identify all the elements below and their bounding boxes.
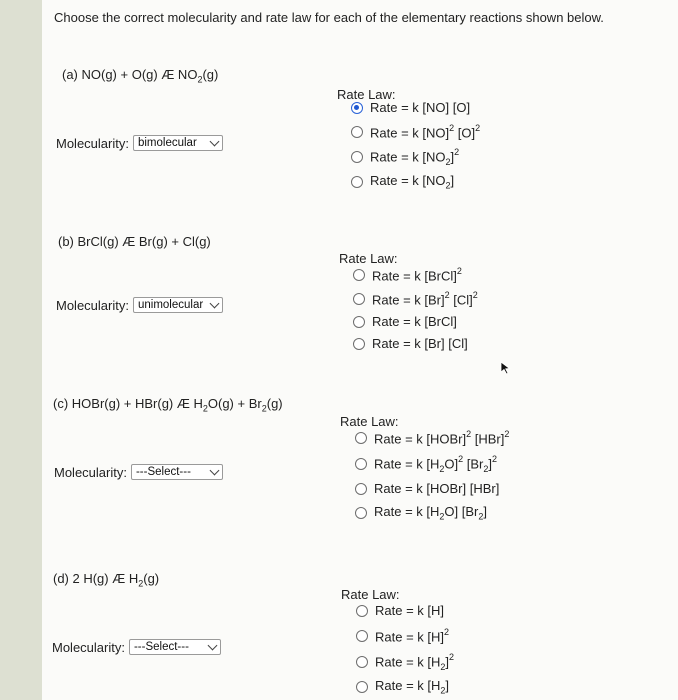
- chevron-down-icon: [210, 466, 220, 476]
- rate-law-option-label: Rate = k [BrCl]: [372, 314, 457, 329]
- rate-law-label-a: Rate Law:: [337, 87, 396, 102]
- rate-law-option-c-4[interactable]: [355, 504, 487, 522]
- molecularity-label: Molecularity:: [54, 464, 127, 480]
- molecularity-row-d: [52, 639, 221, 655]
- radio-button[interactable]: [356, 605, 368, 617]
- chevron-down-icon: [210, 137, 220, 147]
- molecularity-select-value: ---Select---: [135, 466, 191, 478]
- rate-law-option-b-2[interactable]: [353, 291, 478, 307]
- reaction-d: (d) 2 H(g) Æ $H_2(g)$: [53, 571, 160, 589]
- rate-law-option-d-1[interactable]: [356, 603, 444, 618]
- chevron-down-icon: [208, 641, 218, 651]
- radio-button[interactable]: [355, 432, 367, 444]
- radio-button[interactable]: [355, 483, 367, 495]
- rate-law-option-label: Rate = k $[H_2O]$ $[Br_2]$: [374, 504, 487, 522]
- rate-law-option-label: Rate = k [HOBr]$^2$ [HBr]$^2$: [374, 429, 510, 447]
- molecularity-row-b: [56, 297, 223, 313]
- molecularity-select-d[interactable]: [129, 639, 221, 655]
- radio-button[interactable]: [353, 316, 365, 328]
- molecularity-select-value: unimolecular: [137, 299, 204, 311]
- rate-law-option-a-2[interactable]: [351, 124, 480, 140]
- rate-law-option-label: Rate = k $[NO_2]$: [370, 173, 455, 191]
- rate-law-option-label: Rate = k [H]: [375, 603, 444, 618]
- rate-law-option-c-1[interactable]: [355, 430, 509, 446]
- radio-button[interactable]: [353, 269, 365, 281]
- molecularity-row-c: [54, 464, 223, 480]
- radio-button[interactable]: [351, 126, 363, 138]
- rate-law-option-label: Rate = k [BrCl]$^2$: [372, 266, 462, 284]
- rate-law-option-c-3[interactable]: [355, 481, 499, 496]
- rate-law-option-label: Rate = k [HOBr] [HBr]: [374, 481, 500, 496]
- rate-law-label-d: Rate Law:: [341, 587, 400, 602]
- radio-button[interactable]: [356, 656, 368, 668]
- rate-law-option-a-1[interactable]: [351, 100, 470, 115]
- molecularity-select-a[interactable]: [133, 135, 223, 151]
- radio-button[interactable]: [356, 630, 368, 642]
- rate-law-label-b: Rate Law:: [339, 251, 398, 266]
- rate-law-option-label: Rate = k $[H]^2$: [375, 627, 450, 645]
- molecularity-select-c[interactable]: [131, 464, 223, 480]
- molecularity-select-value: ---Select---: [133, 641, 189, 653]
- rate-law-option-c-2[interactable]: [355, 455, 497, 474]
- radio-button[interactable]: [355, 507, 367, 519]
- rate-law-option-label: Rate = k [NO] [O]: [370, 100, 471, 115]
- radio-button[interactable]: [356, 681, 368, 693]
- rate-law-option-b-3[interactable]: [353, 314, 457, 329]
- molecularity-label: Molecularity:: [56, 297, 129, 313]
- chevron-down-icon: [210, 299, 220, 309]
- mouse-pointer-icon: [500, 361, 512, 375]
- molecularity-label: Molecularity:: [56, 135, 129, 151]
- rate-law-option-b-4[interactable]: [353, 336, 468, 351]
- rate-law-option-label: Rate = k [Br] [Cl]: [372, 336, 468, 351]
- reaction-b: (b) BrCl(g) Æ Br(g) + Cl(g): [58, 234, 211, 249]
- radio-button[interactable]: [351, 151, 363, 163]
- molecularity-select-b[interactable]: [133, 297, 223, 313]
- rate-law-option-d-4[interactable]: [356, 678, 449, 696]
- molecularity-row-a: [56, 135, 223, 151]
- rate-law-option-label: Rate = k $[H_2]$: [375, 678, 450, 696]
- reaction-c: (c) HOBr(g) + HBr(g) Æ $H_2O(g) + Br_2(g)$: [53, 396, 283, 414]
- radio-button[interactable]: [351, 176, 363, 188]
- reaction-a: (a) NO(g) + O(g) Æ $NO_2(g)$: [62, 67, 219, 85]
- rate-law-option-label: Rate = k $[H_2O]^2$ $[Br_2]^2$: [374, 454, 498, 474]
- molecularity-select-value: bimolecular: [137, 137, 197, 149]
- rate-law-option-label: Rate = k [NO]$^2$ $[O]^2$: [370, 123, 481, 141]
- radio-button[interactable]: [353, 293, 365, 305]
- rate-law-option-label: Rate = k $[H_2]^2$: [375, 652, 455, 672]
- radio-button[interactable]: [351, 102, 363, 114]
- rate-law-option-b-1[interactable]: [353, 267, 462, 283]
- rate-law-option-label: Rate = k $[Br]^2$ $[Cl]^2$: [372, 290, 478, 308]
- rate-law-option-a-3[interactable]: [351, 148, 459, 167]
- radio-button[interactable]: [353, 338, 365, 350]
- rate-law-option-a-4[interactable]: [351, 173, 454, 191]
- rate-law-option-d-2[interactable]: [356, 628, 449, 644]
- rate-law-option-label: Rate = k $[NO_2]^2$: [370, 147, 460, 167]
- molecularity-label: Molecularity:: [52, 639, 125, 655]
- rate-law-label-c: Rate Law:: [340, 414, 399, 429]
- question-text: Choose the correct molecularity and rate law for each of the elementary reactions shown below.: [54, 10, 604, 25]
- rate-law-option-d-3[interactable]: [356, 653, 454, 672]
- radio-button[interactable]: [355, 458, 367, 470]
